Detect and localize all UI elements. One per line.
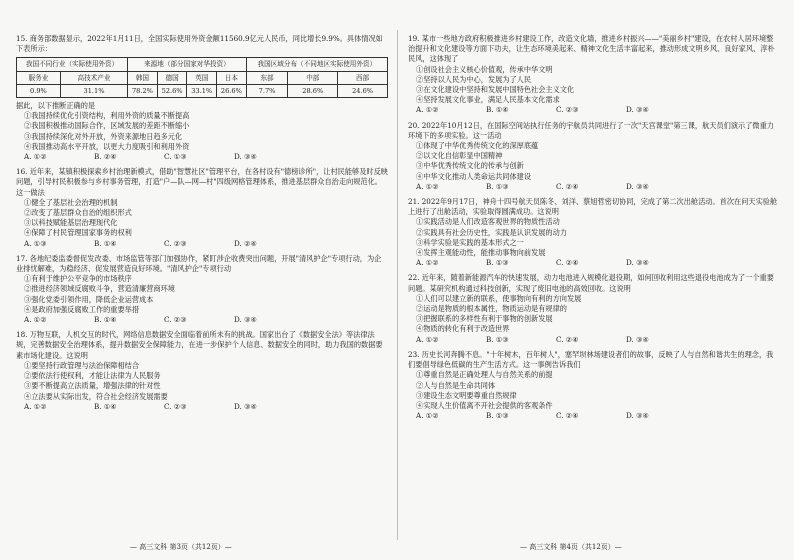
choice-d[interactable]: D. ③④ — [626, 181, 649, 191]
choice-c[interactable]: C. ②③ — [164, 238, 187, 248]
option: ②我国积极推动国际合作，区域发展的差距不断缩小 — [24, 121, 190, 131]
table-cell: 英国 — [187, 71, 217, 84]
choice-a[interactable]: A. ①② — [416, 334, 439, 344]
choice-b[interactable]: B. ①④ — [486, 105, 509, 115]
choice-a[interactable]: A. ①② — [24, 315, 47, 325]
option: ①实践活动是人们改造客观世界的物质性活动 — [416, 217, 560, 227]
option: ①健全了基层社会治理的机制 — [24, 197, 118, 207]
table-cell: 东部 — [246, 71, 288, 84]
choice-a[interactable]: A. ①② — [416, 181, 439, 191]
question-stem: 19. 某市一些地方政府积极推进乡村建设工作，改造文化墙，推进乡村振兴——"美丽乡村"建设，在农村人居环境整治提升和文化建设等方面下功夫，让生态环境美起来、精神文化生活丰富起来，推动形成文明乡风、良好家风、淳朴民风，这体现了 — [408, 34, 775, 64]
answer-choices — [408, 335, 780, 345]
option: ③强化党委引领作用，降低企业运营成本 — [24, 294, 154, 304]
option: ②坚持以人民为中心，发展为了人民 — [416, 74, 532, 84]
option: ④实现人生价值离不开社会提供的客观条件 — [416, 400, 553, 410]
choice-d[interactable]: D. ③④ — [234, 315, 257, 325]
option: ③科学实验是实践的基本形式之一 — [416, 237, 524, 247]
question-16 — [16, 167, 388, 249]
choice-d[interactable]: D. ③④ — [626, 105, 649, 115]
answer-choices — [16, 315, 388, 325]
option: ④中华文化推动人类命运共同体建设 — [416, 171, 532, 181]
question-stem: 23. 历史长河奔腾不息。"十年树木，百年树人"，塞罕坝林场建设者们的故事，反映了人与自然和谐共生的理念，我们要倡导绿色低碳的生产生活方式。这一事例告诉我们 — [408, 349, 774, 370]
left-column — [16, 34, 388, 413]
answer-choices — [408, 411, 780, 421]
option: ②人与自然是生命共同体 — [416, 380, 496, 390]
choice-a[interactable]: A. ①② — [416, 258, 439, 268]
table-cell: 28.6% — [288, 84, 338, 97]
table-cell: 高技术产业 — [60, 71, 127, 84]
question-21 — [408, 197, 780, 268]
choice-d[interactable]: D. ③④ — [626, 258, 649, 268]
table-header: 来源地（部分国家对华投资） — [128, 58, 247, 71]
table-cell: 0.9% — [17, 84, 61, 97]
question-17 — [16, 254, 388, 325]
column-divider — [397, 30, 398, 540]
data-table — [16, 57, 388, 98]
table-cell: 7.7% — [246, 84, 288, 97]
choice-d[interactable]: D. ③④ — [626, 411, 649, 421]
choice-c[interactable]: C. ②④ — [556, 258, 579, 268]
table-cell: 日本 — [217, 71, 247, 84]
table-cell: 韩国 — [128, 71, 158, 84]
table-cell: 24.6% — [338, 84, 388, 97]
choice-a[interactable]: A. ①② — [416, 105, 439, 115]
choice-a[interactable]: A. ①② — [24, 401, 47, 411]
choice-b[interactable]: B. ①④ — [94, 238, 117, 248]
option: ①体现了中华优秀传统文化的深厚底蕴 — [416, 141, 539, 151]
table-cell: 中部 — [288, 71, 338, 84]
option: ②要依法行使权利，才能让法律为人民服务 — [24, 371, 161, 381]
question-18 — [16, 330, 388, 412]
table-cell: 德国 — [157, 71, 187, 84]
page-footer-right: — 高三文科 第4页（共12页）— — [520, 543, 622, 551]
answer-choices — [16, 402, 388, 412]
option: ③我国持续深化对外开放，外资来源地日趋多元化 — [24, 131, 183, 141]
option: ③中华优秀传统文化的传承与创新 — [416, 161, 524, 171]
option: ②实践具有社会历史性，实践是认识发展的动力 — [416, 227, 567, 237]
table-header: 我国不同行业（实际使用外资） — [17, 58, 128, 71]
answer-choices — [408, 182, 780, 192]
option: ①尊重自然是正确处理人与自然关系的前提 — [416, 370, 553, 380]
table-cell: 78.2% — [128, 84, 158, 97]
choice-d[interactable]: D. ③④ — [234, 152, 257, 162]
choice-c[interactable]: C. ①③ — [164, 152, 187, 162]
question-23 — [408, 350, 780, 421]
question-stem: 16. 近年来，某镇积极探索乡村治理新模式，借助"智慧社区"管理平台，在各村设有"德榜诊所"，让村民能够及时反映问题，引导村民积极参与乡村事务管理，打造"户—队—网—村"四级网格管理体系，推进基层群众自治走向规范化。这一做法 — [16, 167, 388, 197]
choice-a[interactable]: A. ①② — [24, 152, 47, 162]
table-cell: 52.6% — [157, 84, 187, 97]
question-19 — [408, 34, 780, 116]
option: ④保障了村民管理国家事务的权利 — [24, 228, 132, 238]
option: ④我国推动高水平开放，以更大力度吸引和利用外资 — [24, 141, 190, 151]
option: ④发挥主观能动性，能推动事物向前发展 — [416, 248, 546, 258]
answer-choices — [16, 239, 388, 249]
question-stem: 22. 近年来，随着新能源汽车的快速发展，动力电池进入规模化退役期，如何回收利用这些退役电池成为了一个重要问题。某研究机构通过科技创新，实现了废旧电池的高效回收。这说明 — [408, 273, 774, 293]
choice-d[interactable]: D. ③④ — [626, 334, 649, 344]
table-header: 我国区域分布（不同地区实际使用外资） — [246, 58, 387, 71]
option: ③以科技赋能基层治理现代化 — [24, 218, 118, 228]
choice-d[interactable]: D. ③④ — [234, 401, 257, 411]
option: ②推进经济领域反腐败斗争，营造清廉营商环境 — [24, 284, 175, 294]
choice-c[interactable]: C. ②④ — [556, 334, 579, 344]
table-cell: 西部 — [338, 71, 388, 84]
option: ③要不断提高立法质量，增强法律的针对性 — [24, 381, 161, 391]
choice-c[interactable]: C. ②④ — [556, 181, 579, 191]
option: ③建设生态文明要尊重自然规律 — [416, 390, 517, 400]
right-column — [408, 34, 780, 422]
question-stem: 18. 万物互联，人机交互的时代，网络信息数据安全面临着前所未有的挑战。国家出台了《数据安全法》等法律法规，完善数据安全治理体系，提升数据安全保障能力，在进一步保护个人信息、数据安全的同时，助力我国的数据要素市场化建设。这说明 — [16, 330, 383, 360]
choice-b[interactable]: B. ①④ — [94, 401, 117, 411]
option: ①有利于维护公平竞争的市场秩序 — [24, 274, 132, 284]
question-15 — [16, 34, 388, 162]
option: ④物质的转化有利于改造世界 — [416, 324, 510, 334]
answer-choices — [408, 258, 780, 268]
question-stem: 21. 2022年9月17日，神舟十四号航天员陈冬、刘洋、蔡旭哲密切协同，完成了第二次出舱活动。首次在问天实验舱上进行了出舱活动，实验取得圆满成功。这说明 — [408, 197, 778, 217]
table-cell: 33.1% — [187, 84, 217, 97]
option: ①要坚持行政管理与法治保障相结合 — [24, 360, 140, 370]
choice-b[interactable]: B. ①③ — [486, 334, 509, 344]
option: ①我国持续优化引资结构，利用外资的质量不断提高 — [24, 111, 190, 121]
question-22 — [408, 273, 780, 344]
choice-b[interactable]: B. ①③ — [486, 181, 509, 191]
question-20 — [408, 121, 780, 192]
question-stem: 20. 2022年10月12日，在国际空间站执行任务的宇航员共同进行了一次"天宫课堂"第三课，航天员们演示了微重力环境下的多项实验。这一活动 — [408, 120, 774, 140]
option: ④坚持发展文化事业，满足人民基本文化需求 — [416, 95, 560, 105]
question-stem: 15. 商务部数据显示，2022年1月11日，全国实际使用外资金额11560.9亿元人民币，同比增长9.9%。具体情况如下表所示： — [16, 34, 383, 54]
option: ④是政府加强反腐败工作的重要举措 — [24, 304, 140, 314]
choice-c[interactable]: C. ②③ — [556, 105, 579, 115]
choice-b[interactable]: B. ①③ — [486, 411, 509, 421]
answer-choices — [16, 152, 388, 162]
choice-a[interactable]: A. ①③ — [24, 238, 47, 248]
page-footer-left: — 高三文科 第3页（共12页）— — [130, 543, 232, 551]
question-stem: 17. 各地纪委监委督促发改委、市场监管等部门加强协作，紧盯涉企收费突出问题，开展"清风护企"专项行动，为企业排忧解难，为稳经济、促发展营造良好环境。"清风护企"专项行动 — [16, 253, 382, 274]
choice-c[interactable]: C. ②③ — [164, 315, 187, 325]
option: ④立法要从实际出发，符合社会经济发展需要 — [24, 391, 168, 401]
option: ②改变了基层群众自治的组织形式 — [24, 208, 132, 218]
choice-c[interactable]: C. ②③ — [164, 401, 187, 411]
option: ①人们可以建立新的联系，使事物向有利的方向发展 — [416, 293, 582, 303]
table-cell: 服务业 — [17, 71, 61, 84]
option: ①创设社会主义核心价值观，传承中华文明 — [416, 64, 553, 74]
table-cell: 26.6% — [217, 84, 247, 97]
choice-b[interactable]: B. ①④ — [94, 315, 117, 325]
answer-choices — [408, 105, 780, 115]
option: ②以文化自信彰显中国精神 — [416, 151, 503, 161]
table-cell: 31.1% — [60, 84, 127, 97]
choice-b[interactable]: B. ①③ — [486, 258, 509, 268]
option: ③把握联系的多样性有利于事物的创新发展 — [416, 314, 553, 324]
question-lead: 据此，以下推断正确的是 — [16, 101, 96, 111]
option: ③在文化建设中坚持和发展中国特色社会主义文化 — [416, 85, 575, 95]
choice-a[interactable]: A. ①② — [416, 411, 439, 421]
choice-d[interactable]: D. ②④ — [234, 238, 257, 248]
option: ②运动是物质的根本属性，物质运动是有规律的 — [416, 304, 567, 314]
choice-b[interactable]: B. ②④ — [94, 152, 117, 162]
choice-c[interactable]: C. ②④ — [556, 411, 579, 421]
